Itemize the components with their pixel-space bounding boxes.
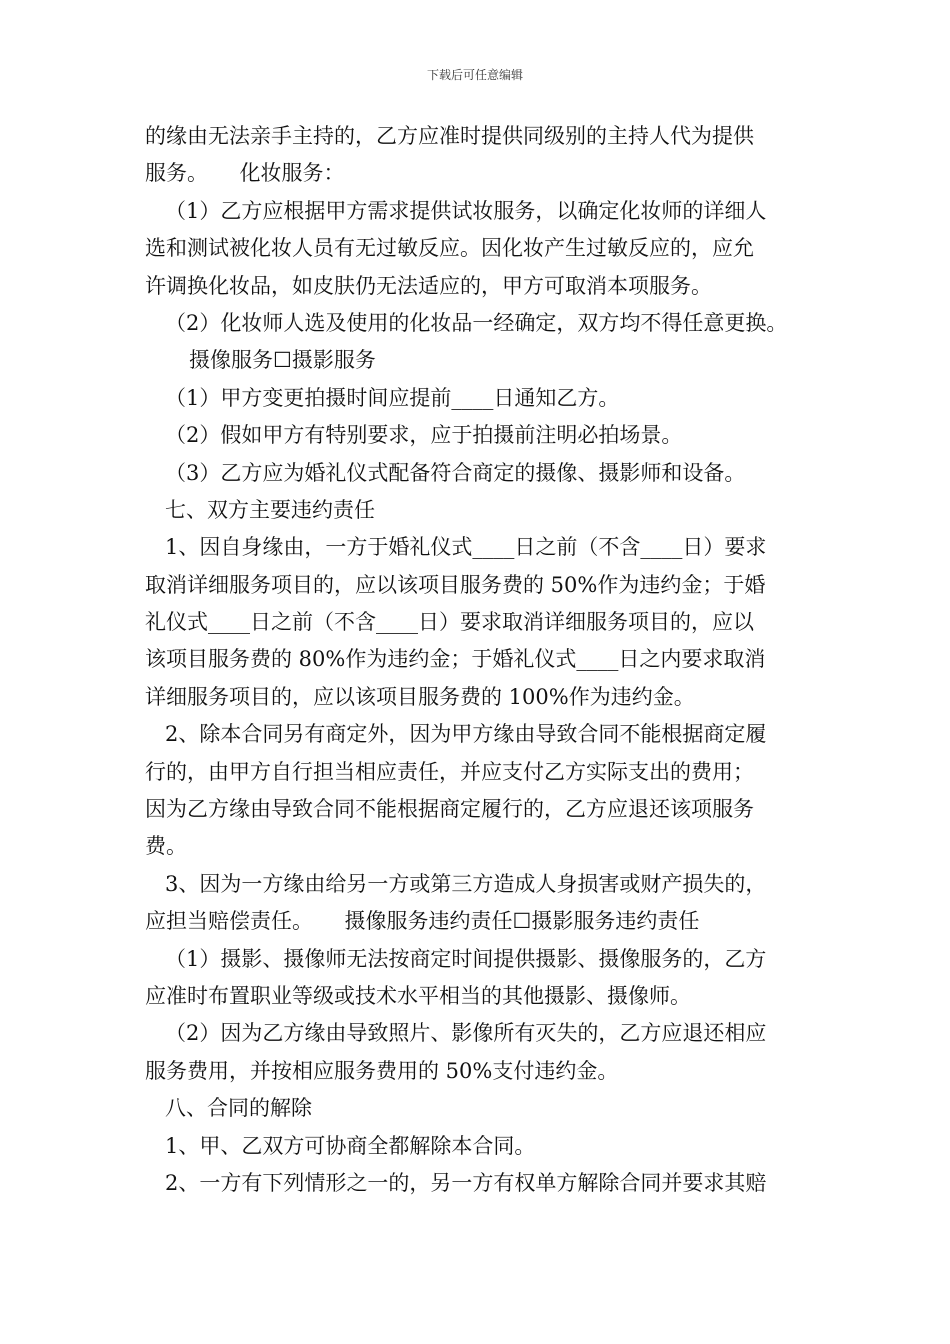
text-line: 2、除本合同另有商定外，因为甲方缘由导致合同不能根据商定履 bbox=[165, 722, 767, 747]
text-line: 七、双方主要违约责任 bbox=[165, 497, 375, 522]
text-line: 应准时布置职业等级或技术水平相当的其他摄影、摄像师。 bbox=[145, 983, 691, 1008]
text-line: 服务费用，并按相应服务费用的 50%支付违约金。 bbox=[145, 1058, 619, 1083]
text-line: （1）乙方应根据甲方需求提供试妆服务，以确定化妆师的详细人 bbox=[165, 198, 767, 223]
text-line: 详细服务项目的，应以该项目服务费的 100%作为违约金。 bbox=[145, 684, 695, 709]
text-line: （1）甲方变更拍摄时间应提前____日通知乙方。 bbox=[165, 385, 620, 410]
text-line: 该项目服务费的 80%作为违约金；于婚礼仪式____日之内要求取消 bbox=[145, 647, 766, 672]
text-line: 许调换化妆品，如皮肤仍无法适应的，甲方可取消本项服务。 bbox=[145, 273, 712, 298]
text-line: 的缘由无法亲手主持的，乙方应准时提供同级别的主持人代为提供 bbox=[145, 124, 754, 148]
text-line: 因为乙方缘由导致合同不能根据商定履行的，乙方应退还该项服务 bbox=[145, 797, 754, 822]
text-line: 行的，由甲方自行担当相应责任，并应支付乙方实际支出的费用； bbox=[145, 759, 754, 784]
text-line: 选和测试被化妆人员有无过敏反应。因化妆产生过敏反应的，应允 bbox=[145, 236, 754, 261]
text-line: 摄像服务☐摄影服务 bbox=[189, 348, 376, 373]
page-header-note: 下载后可任意编辑 bbox=[426, 68, 523, 82]
text-line: （2）化妆师人选及使用的化妆品一经确定，双方均不得任意更换。 bbox=[165, 310, 788, 335]
text-line: 费。 bbox=[145, 834, 187, 859]
text-line: 1、因自身缘由，一方于婚礼仪式____日之前（不含____日）要求 bbox=[165, 535, 767, 560]
document-body bbox=[145, 118, 825, 1202]
text-line: （1）摄影、摄像师无法按商定时间提供摄影、摄像服务的，乙方 bbox=[165, 946, 767, 971]
text-line: 1、甲、乙双方可协商全都解除本合同。 bbox=[165, 1133, 536, 1158]
text-line: 八、合同的解除 bbox=[165, 1096, 312, 1121]
text-line: 服务。 化妆服务： bbox=[145, 161, 345, 186]
text-line: 3、因为一方缘由给另一方或第三方造成人身损害或财产损失的， bbox=[165, 871, 767, 896]
text-line: （2）假如甲方有特别要求，应于拍摄前注明必拍场景。 bbox=[165, 423, 683, 448]
text-line: 取消详细服务项目的，应以该项目服务费的 50%作为违约金；于婚 bbox=[145, 572, 766, 597]
text-line: 应担当赔偿责任。 摄像服务违约责任☐摄影服务违约责任 bbox=[145, 909, 700, 934]
text-line: （2）因为乙方缘由导致照片、影像所有灭失的，乙方应退还相应 bbox=[165, 1021, 767, 1046]
text-line: 2、一方有下列情形之一的，另一方有权单方解除合同并要求其赔 bbox=[165, 1170, 767, 1195]
text-line: 礼仪式____日之前（不含____日）要求取消详细服务项目的，应以 bbox=[145, 610, 754, 635]
text-line: （3）乙方应为婚礼仪式配备符合商定的摄像、摄影师和设备。 bbox=[165, 460, 746, 485]
